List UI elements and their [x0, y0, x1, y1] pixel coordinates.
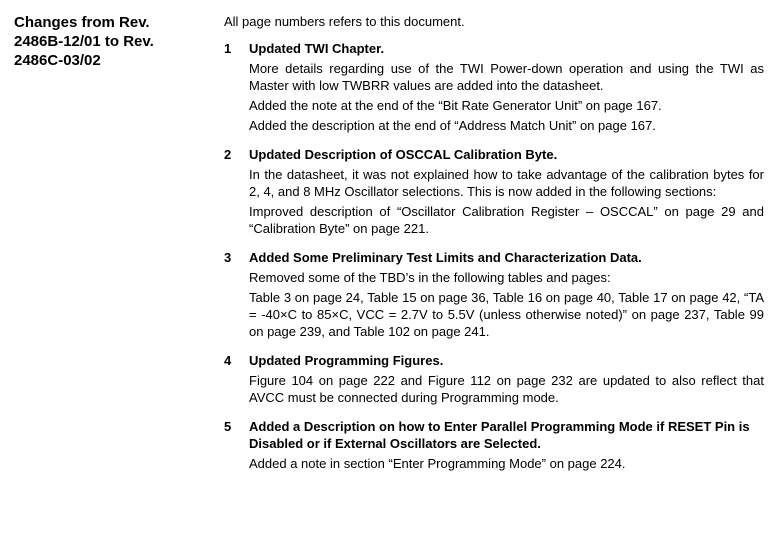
change-section-3 — [224, 249, 764, 340]
revision-heading-line: 2486C-03/02 — [14, 52, 101, 69]
section-title: Added Some Preliminary Test Limits and Characterization Data. — [249, 250, 642, 265]
section-paragraph: Improved description of “Oscillator Calibration Register – OSCCAL” on page 29 and “Calibration Byte” on page 221. — [249, 204, 764, 236]
section-number: 5 — [224, 419, 232, 434]
section-paragraph: Added a note in section “Enter Programming Mode” on page 224. — [249, 456, 626, 471]
section-paragraph: More details regarding use of the TWI Power-down operation and using the TWI as Master with low TWBRR values are added into the datasheet. — [249, 61, 764, 93]
intro-text: All page numbers refers to this document. — [224, 14, 465, 29]
revision-heading — [14, 13, 204, 70]
section-body — [249, 455, 764, 472]
revision-heading-line: 2486B-12/01 to Rev. — [14, 33, 154, 50]
revision-heading-line: Changes from Rev. — [14, 14, 150, 31]
section-body — [249, 166, 764, 237]
section-paragraph: Added the note at the end of the “Bit Rate Generator Unit” on page 167. — [249, 98, 662, 113]
section-body — [249, 372, 764, 406]
section-number: 1 — [224, 41, 232, 56]
section-paragraph: Added the description at the end of “Address Match Unit” on page 167. — [249, 118, 656, 133]
change-section-1 — [224, 40, 764, 134]
section-title: Updated TWI Chapter. — [249, 41, 385, 56]
section-title: Updated Programming Figures. — [249, 353, 444, 368]
change-section-4 — [224, 352, 764, 406]
section-heading — [224, 352, 764, 369]
section-title: Updated Description of OSCCAL Calibration Byte. — [249, 147, 558, 162]
section-heading — [224, 418, 764, 452]
section-body — [249, 60, 764, 134]
section-heading — [224, 40, 764, 57]
section-paragraph: Removed some of the TBD’s in the following tables and pages: — [249, 270, 611, 285]
section-body — [249, 269, 764, 340]
section-number: 4 — [224, 353, 232, 368]
section-paragraph: In the datasheet, it was not explained how to take advantage of the calibration bytes for 2, 4, and 8 MHz Oscillator selections. This is now added in the following sections: — [249, 167, 764, 199]
section-heading — [224, 249, 764, 266]
change-section-2 — [224, 146, 764, 237]
section-paragraph: Table 3 on page 24, Table 15 on page 36, Table 16 on page 40, Table 17 on page 42, “TA = -40×C to 85×C, VCC = 2.7V to 5.5V (unless otherwise noted)” on page 237, Table 99 on page 239, and Table 102 on page 241. — [249, 290, 764, 339]
section-title: Added a Description on how to Enter Parallel Programming Mode if RESET Pin is Disabled or if External Oscillators are Selected. — [249, 419, 750, 451]
section-heading — [224, 146, 764, 163]
section-paragraph: Figure 104 on page 222 and Figure 112 on page 232 are updated to also reflect that AVCC must be connected during Programming mode. — [249, 373, 764, 405]
changes-content — [224, 13, 764, 484]
section-number: 3 — [224, 250, 232, 265]
section-number: 2 — [224, 147, 232, 162]
change-section-5 — [224, 418, 764, 472]
